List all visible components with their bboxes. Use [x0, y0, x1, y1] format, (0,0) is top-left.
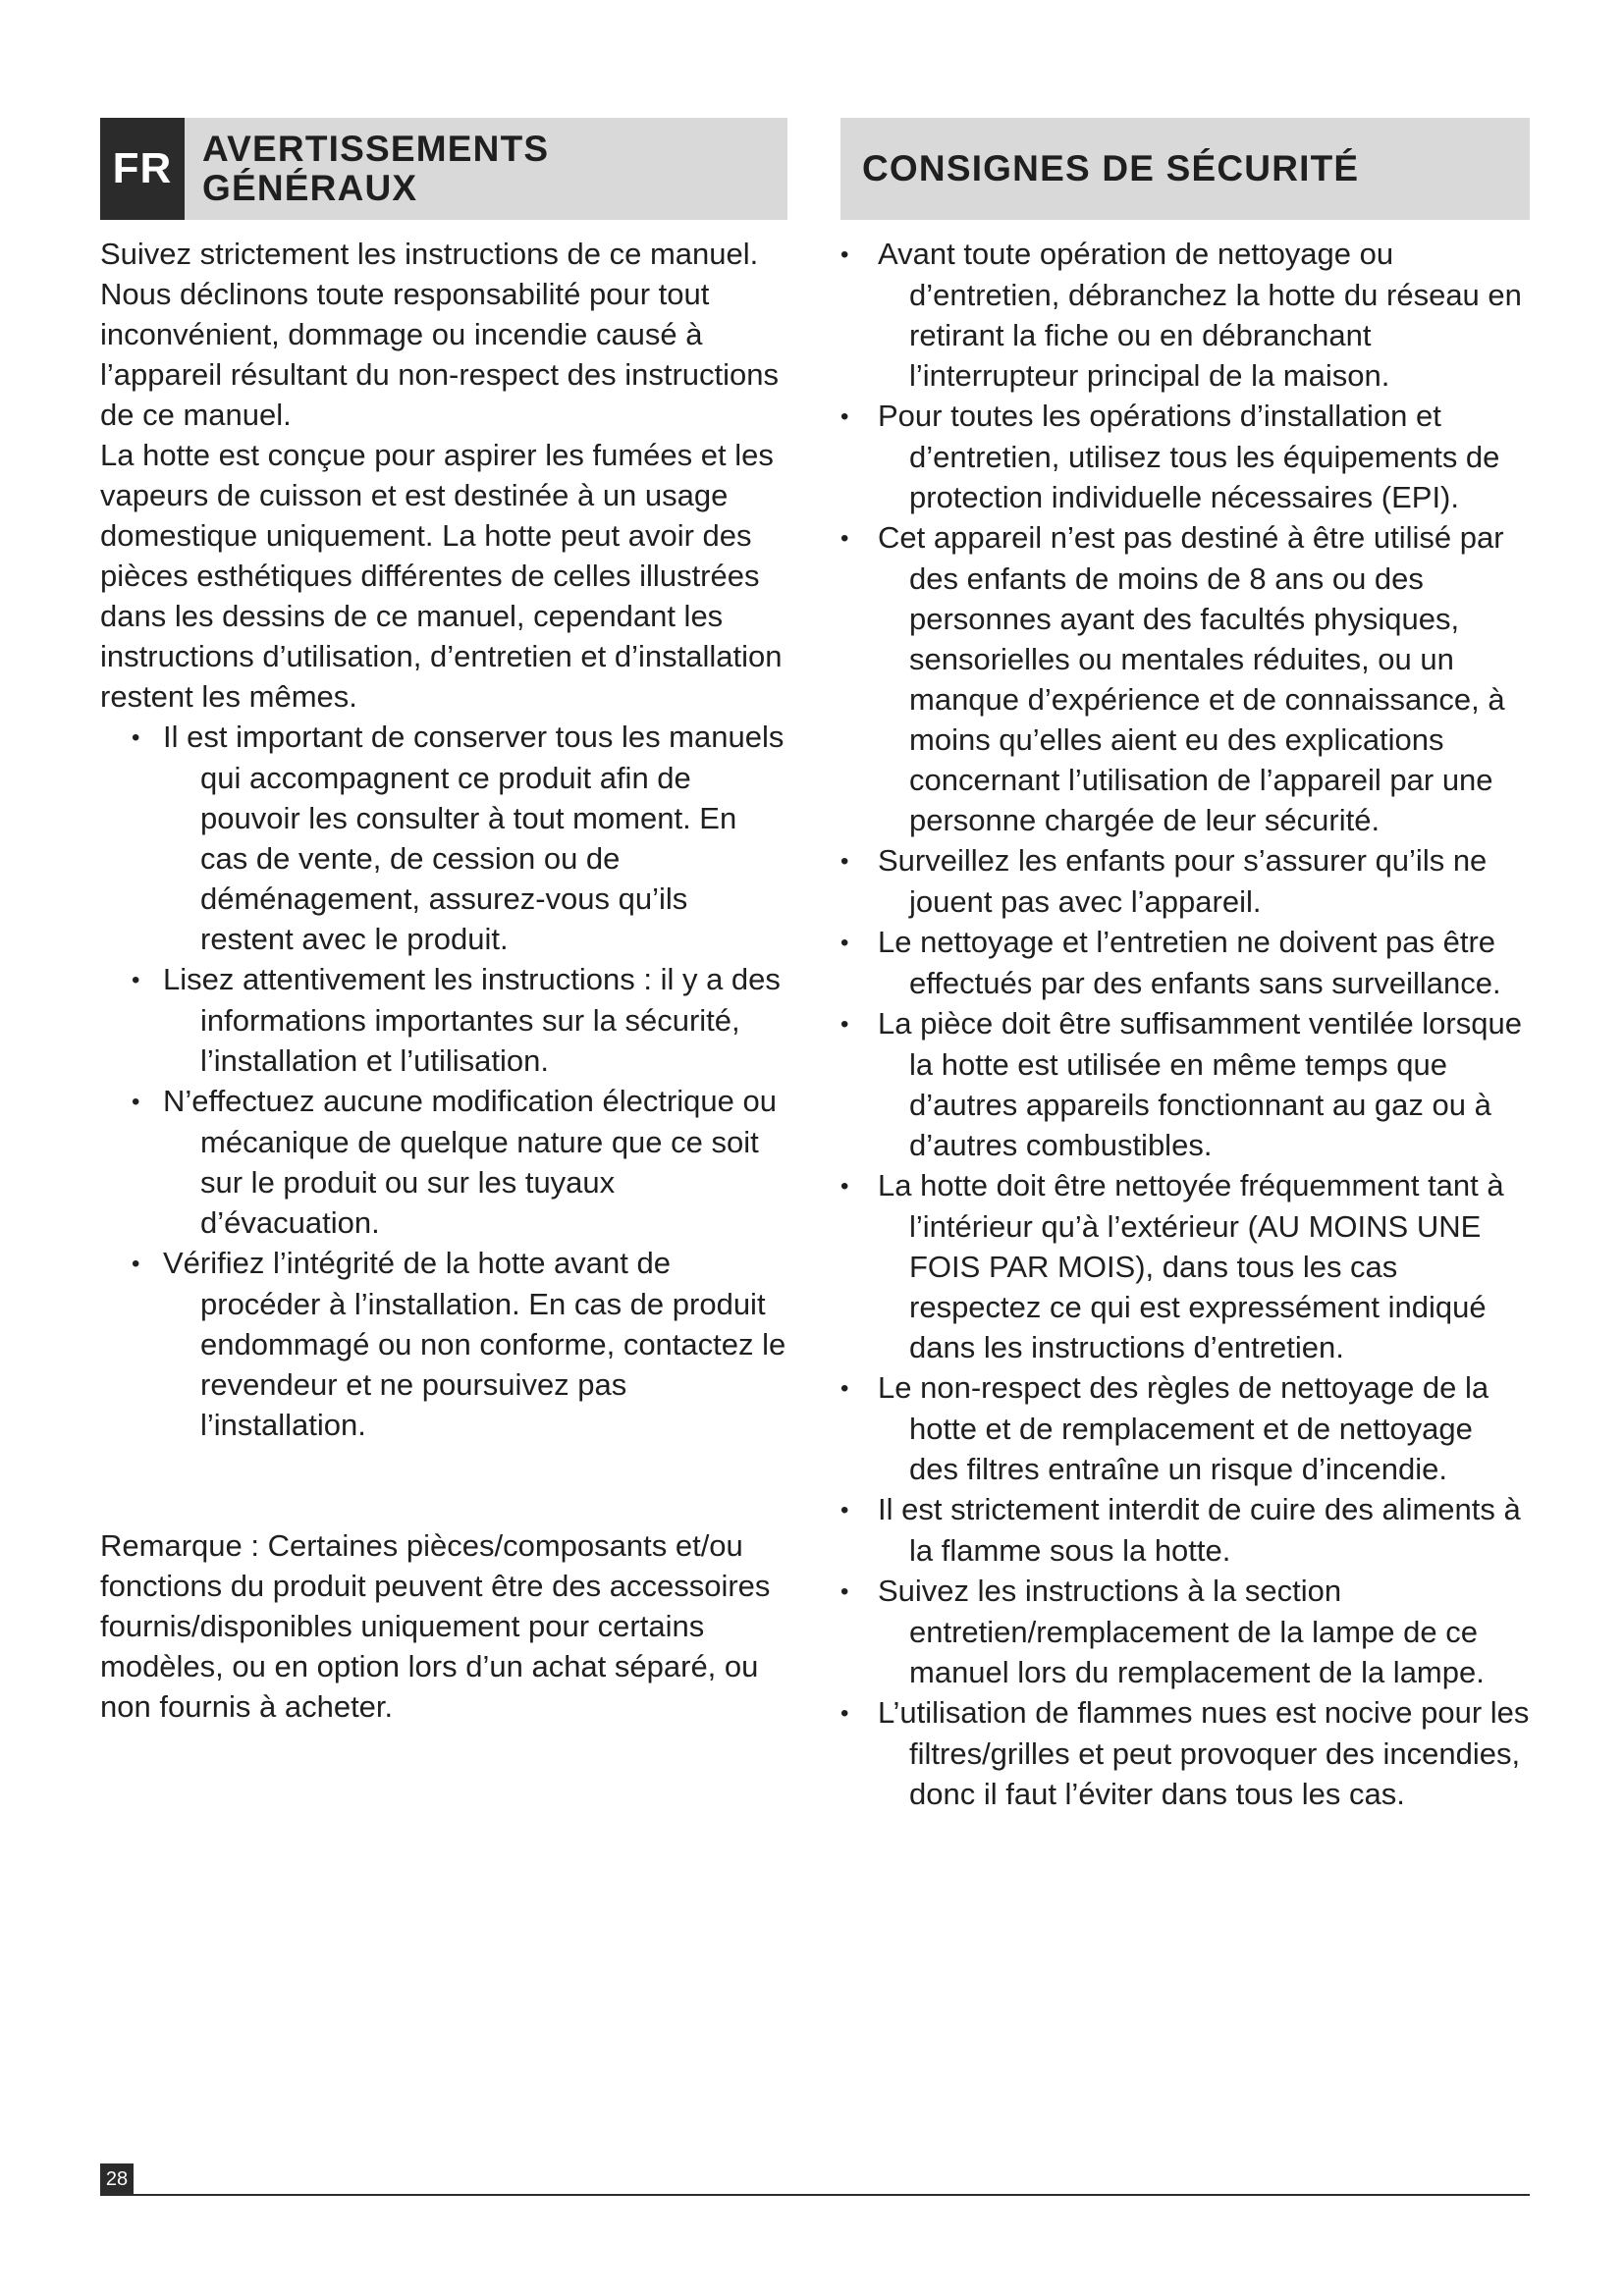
remark-paragraph: Remarque : Certaines pièces/composants et/ou fonctions du produit peuvent être des accessoires fournis/disponibles uniquement pour certains modèles, ou en option lors d’un achat séparé, ou non fournis à acheter.: [100, 1528, 771, 1724]
bullet-icon: •: [840, 1011, 849, 1038]
general-warnings-title: [202, 130, 549, 208]
bullet-icon: •: [132, 1089, 140, 1115]
safety-instructions-title: CONSIGNES DE SÉCURITÉ: [862, 148, 1360, 188]
bullet-icon: •: [132, 724, 140, 751]
bullet-icon: •: [132, 967, 140, 993]
intro-paragraph: La hotte est conçue pour aspirer les fumées et les vapeurs de cuisson et est destinée à un usage domestique uniquement. La hotte peut avoir des pièces esthétiques différentes de celles illustrées dans les dessins de ce manuel, cependant les instructions d’utilisation, d’entretien et d’installation restent les mêmes.: [100, 438, 783, 714]
bullet-icon: •: [840, 525, 849, 552]
bullet-icon: •: [840, 1497, 849, 1523]
bullet-icon: •: [840, 1700, 849, 1727]
general-warnings-list: [100, 717, 787, 1445]
page-number: 28: [100, 2163, 134, 2195]
general-warnings-section: [100, 118, 787, 1727]
list-item: • Lisez attentivement les instructions : il y a des informations importantes sur la sécurité, l’installation et l’utilisation.: [132, 962, 781, 1078]
bullet-icon: •: [840, 848, 849, 875]
list-item: • Il est strictement interdit de cuire des aliments à la flamme sous la hotte.: [840, 1492, 1521, 1568]
title-line-1: AVERTISSEMENTS: [202, 129, 550, 169]
general-warnings-body: [100, 234, 787, 1727]
list-item: • N’effectuez aucune modification électrique ou mécanique de quelque nature que ce soit sur le produit ou sur les tuyaux d’évacuation.: [132, 1084, 777, 1240]
bullet-icon: •: [132, 1251, 140, 1277]
bullet-icon: •: [840, 1173, 849, 1200]
bullet-icon: •: [840, 1375, 849, 1402]
list-item: • La pièce doit être suffisamment ventilée lorsque la hotte est utilisée en même temps que d’autres appareils fonctionnant au gaz ou à d’autres combustibles.: [840, 1006, 1522, 1162]
list-item: • Le nettoyage et l’entretien ne doivent pas être effectués par des enfants sans surveillance.: [840, 925, 1501, 1000]
bullet-icon: •: [840, 403, 849, 430]
bullet-icon: •: [840, 930, 849, 956]
title-line-2: GÉNÉRAUX: [202, 168, 418, 208]
intro-paragraph: Suivez strictement les instructions de ce manuel. Nous déclinons toute responsabilité pour tout inconvénient, dommage ou incendie causé à l’appareil résultant du non-respect des instructions de ce manuel.: [100, 237, 779, 432]
bullet-icon: •: [840, 1578, 849, 1605]
list-item: • L’utilisation de flammes nues est nocive pour les filtres/grilles et peut provoquer des incendies, donc il faut l’éviter dans tous les cas.: [840, 1695, 1530, 1811]
safety-instructions-body: [840, 234, 1530, 1814]
safety-instructions-header: [840, 118, 1530, 220]
list-item: • Surveillez les enfants pour s’assurer qu’ils ne jouent pas avec l’appareil.: [840, 843, 1488, 919]
general-warnings-header: [100, 118, 787, 220]
list-item: • Vérifiez l’intégrité de la hotte avant de procéder à l’installation. En cas de produit endommagé ou non conforme, contactez le revendeur et ne poursuivez pas l’installation.: [132, 1246, 786, 1442]
list-item: • Cet appareil n’est pas destiné à être utilisé par des enfants de moins de 8 ans ou des personnes ayant des facultés physiques, sensorielles ou mentales réduites, ou un manque d’expérience et de connaissance, à moins qu’elles aient eu des explications concernant l’utilisation de l’appareil par une personne chargée de leur sécurité.: [840, 520, 1505, 837]
list-item: • Avant toute opération de nettoyage ou d’entretien, débranchez la hotte du réseau en retirant la fiche ou en débranchant l’interrupteur principal de la maison.: [840, 237, 1522, 393]
list-item: • La hotte doit être nettoyée fréquemment tant à l’intérieur qu’à l’extérieur (AU MOINS UNE FOIS PAR MOIS), dans tous les cas respectez ce qui est expressément indiqué dans les instructions d’entretien.: [840, 1168, 1504, 1364]
footer-divider: [100, 2194, 1530, 2196]
list-item: • Suivez les instructions à la section entretien/remplacement de la lampe de ce manuel lors du remplacement de la lampe.: [840, 1574, 1485, 1689]
list-item: • Il est important de conserver tous les manuels qui accompagnent ce produit afin de pouvoir les consulter à tout moment. En cas de vente, de cession ou de déménagement, assurez-vous qu’ils restent avec le produit.: [132, 720, 785, 956]
list-item: • Le non-respect des règles de nettoyage de la hotte et de remplacement et de nettoyage des filtres entraîne un risque d’incendie.: [840, 1370, 1489, 1486]
bullet-icon: •: [840, 241, 849, 268]
safety-instructions-list: [840, 234, 1530, 1814]
safety-instructions-section: [840, 118, 1530, 1814]
language-badge: FR: [100, 118, 185, 220]
list-item: • Pour toutes les opérations d’installation et d’entretien, utilisez tous les équipements de protection individuelle nécessaires (EPI).: [840, 399, 1500, 514]
